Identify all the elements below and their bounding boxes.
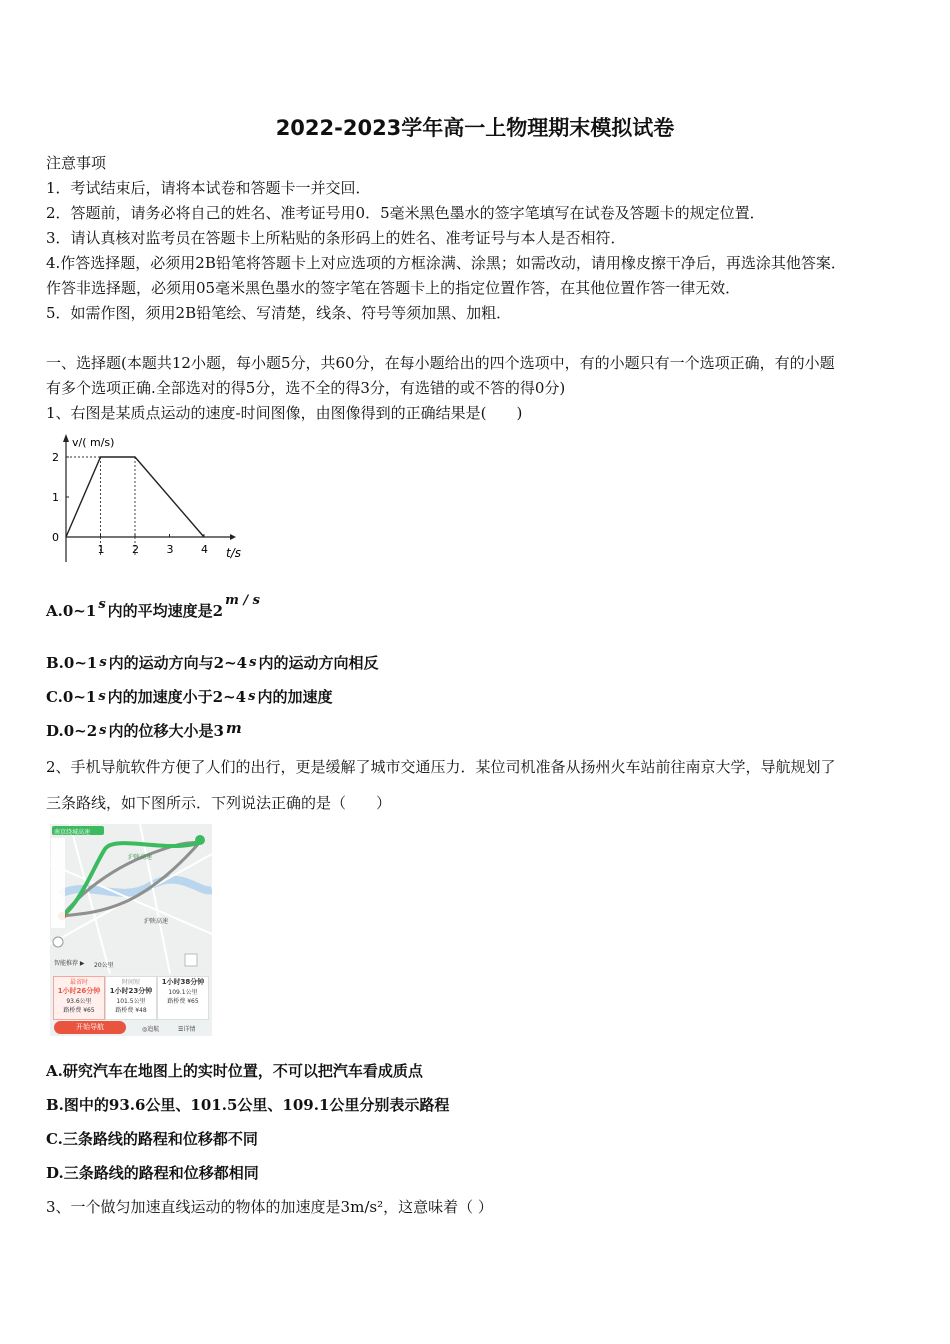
map-scale: 20公里 (94, 962, 114, 969)
question-2-stem: 2、手机导航软件方便了人们的出行，更是缓解了城市交通压力．某位司机准备从扬州火车站前往南京大学，导航规划了 (46, 758, 836, 776)
section-heading: 一、选择题(本题共12小题，每小题5分，共60分，在每小题给出的四个选项中，有的小题只有一个选项正确，有的小题 (46, 354, 835, 372)
locate-icon (53, 937, 63, 947)
nav-hint[interactable]: 智能推荐 ▶ (54, 960, 85, 967)
q1-option-c: C.0~1 s 内的加速度小于2~4 s 内的加速度 (46, 688, 333, 706)
x-tick-label: 3 (166, 543, 174, 556)
map-canvas (50, 824, 212, 974)
notice-item: 4.作答选择题，必须用2B铅笔将答题卡上对应选项的方框涂满、涂黑；如需改动，请用橡皮擦干净后，再选涂其他答案． (46, 254, 846, 272)
route-card-3[interactable]: 1小时38分钟 109.1公里 路桥费 ¥65 (157, 976, 209, 1020)
x-tick-label: 1 (97, 543, 105, 556)
y-axis-arrow (63, 434, 69, 442)
q1-option-a: A.0~1 s 内的平均速度是2m / s (46, 593, 260, 620)
refresh-icon (185, 954, 197, 966)
start-navigation-button[interactable]: 开始导航 (54, 1021, 126, 1034)
q2-option-d: D.三条路线的路程和位移都相同 (46, 1164, 259, 1182)
vt-chart (44, 432, 249, 564)
x-axis-arrow (230, 534, 236, 540)
y-tick-label: 1 (52, 491, 59, 504)
details-button[interactable]: ☰详情 (178, 1026, 196, 1033)
q1-option-d: D.0~2 s 内的位移大小是3 m (46, 719, 242, 740)
expressway-label: 沪陕高速 (128, 854, 153, 861)
x-tick-label: 2 (132, 543, 139, 556)
question-1-stem: 1、右图是某质点运动的速度-时间图像，由图像得到的正确结果是( ) (46, 404, 523, 422)
question-3-stem: 3、一个做匀加速直线运动的物体的加速度是3m/s²，这意味着（ ） (46, 1198, 493, 1216)
route-card-2[interactable]: 时间短 1小时23分钟 101.5公里 路桥费 ¥48 (105, 976, 157, 1020)
y-tick-label: 2 (52, 451, 59, 464)
destination-marker (195, 835, 205, 845)
origin-label: 0 (52, 531, 59, 544)
notice-heading: 注意事项 (46, 154, 107, 172)
y-axis-label: v/( m/s) (72, 436, 115, 449)
notice-item: 5．如需作图，须用2B铅笔绘、写清楚，线条、符号等须加黑、加粗． (46, 304, 512, 322)
track-button[interactable]: ◎追航 (142, 1026, 160, 1033)
x-tick-label: 4 (201, 543, 208, 556)
notice-item: 作答非选择题，必须用05毫米黑色墨水的签字笔在答题卡上的指定位置作答，在其他位置作答一律无效． (46, 279, 741, 297)
map-top-label: 南京绕城高速 (54, 829, 91, 836)
notice-item: 3．请认真核对监考员在答题卡上所粘贴的条形码上的姓名、准考证号与本人是否相符． (46, 229, 626, 247)
q2-option-c: C.三条路线的路程和位移都不同 (46, 1130, 258, 1148)
notice-item: 1．考试结束后，请将本试卷和答题卡一并交回． (46, 179, 371, 197)
navigation-map (50, 824, 212, 1036)
section-heading-cont: 有多个选项正确.全部选对的得5分，选不全的得3分，有选错的或不答的得0分) (46, 379, 566, 397)
expressway-label-2: 沪陕高速 (144, 918, 169, 925)
side-toolbar (51, 838, 65, 928)
page-title: 2022-2023学年高一上物理期末模拟试卷 (275, 116, 675, 140)
q2-option-a: A.研究汽车在地图上的实时位置，不可以把汽车看成质点 (46, 1062, 423, 1080)
x-axis-label: t/s (226, 546, 241, 560)
route-card-1[interactable]: 最省时 1小时26分钟 93.6公里 路桥费 ¥65 (53, 976, 105, 1020)
q1-option-b: B.0~1 s 内的运动方向与2~4 s 内的运动方向相反 (46, 654, 379, 672)
question-2-stem-cont: 三条路线，如下图所示．下列说法正确的是（ ） (46, 794, 392, 812)
q2-option-b: B.图中的93.6公里、101.5公里、109.1公里分别表示路程 (46, 1096, 450, 1114)
notice-item: 2．答题前，请务必将自己的姓名、准考证号用0．5毫米黑色墨水的签字笔填写在试卷及答题卡的规定位置． (46, 204, 765, 222)
